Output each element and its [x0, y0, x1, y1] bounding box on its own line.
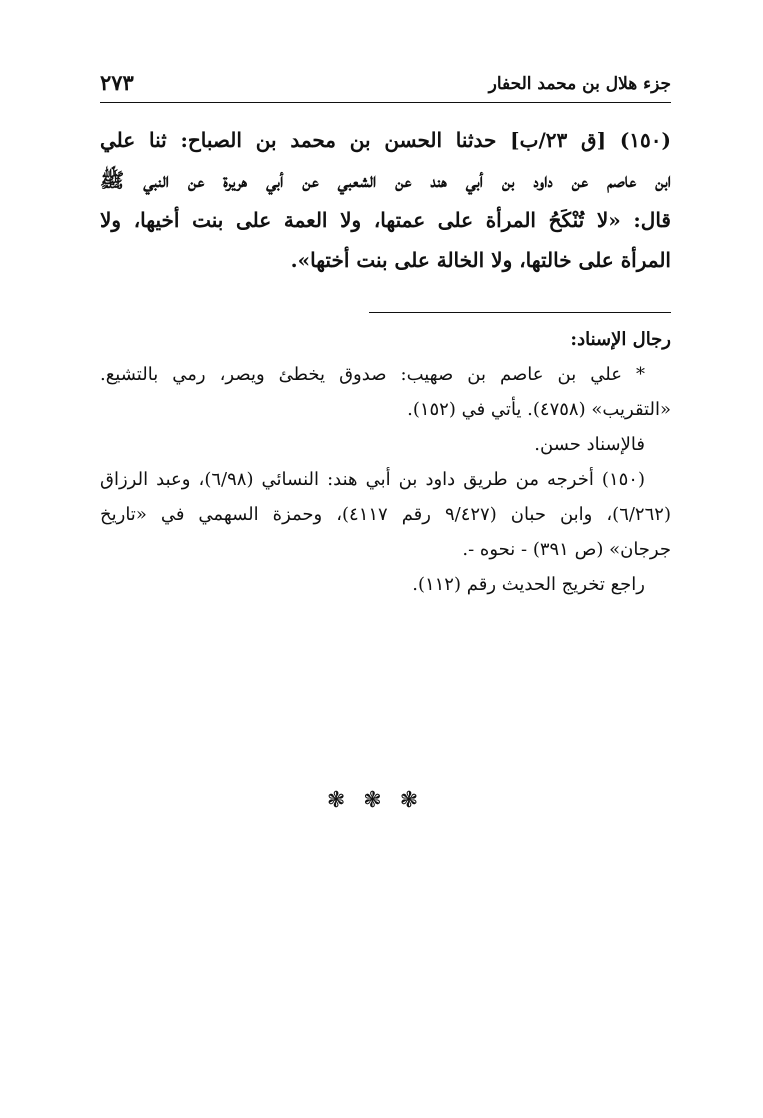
running-title: جزء هلال بن محمد الحفار — [488, 74, 671, 94]
note-line-7: راجع تخريج الحديث رقم (١١٢). — [412, 574, 645, 595]
hadith-line-2: ابن عاصم عن داود بن أبي هند عن الشعبي عن أبي هريرة عن النبي ﷺ — [100, 168, 671, 192]
note-line-3: فالإسناد حسن. — [534, 434, 645, 455]
hadith-line-4: المرأة على خالتها، ولا الخالة على بنت أختها». — [290, 248, 671, 272]
note-line-2: «التقريب» (٤٧٥٨). يأتي في (١٥٢). — [407, 399, 671, 420]
page-number: ٢٧٣ — [100, 70, 134, 95]
note-line-1: * علي بن عاصم بن صهيب: صدوق يخطئ ويصر، رمي بالتشيع. — [100, 364, 645, 385]
note-line-5: (٦/٢٦٢)، وابن حبان (٩/٤٢٧ رقم ٤١١٧)، وحمزة السهمي في «تاريخ — [100, 504, 671, 525]
hadith-text — [100, 120, 671, 280]
note-line-4: (١٥٠) أخرجه من طريق داود بن أبي هند: النسائي (٦/٩٨)، وعبد الرزاق — [100, 469, 646, 490]
hadith-line-1: (١٥٠) [ق ٢٣/ب] حدثنا الحسن بن محمد بن الصباح: ثنا علي — [100, 128, 671, 152]
note-line-6: جرجان» (ص ٣٩١) - نحوه -. — [462, 539, 671, 560]
footnote-separator — [369, 312, 671, 313]
footnotes — [100, 322, 671, 602]
hadith-line-3: قال: «لا تُنْكَحُ المرأة على عمتها، ولا العمة على بنت أخيها، ولا — [100, 208, 671, 232]
section-end-ornament: ❃❃❃ — [326, 788, 437, 813]
narrators-heading: رجال الإسناد: — [570, 329, 671, 350]
page-header — [100, 62, 671, 103]
